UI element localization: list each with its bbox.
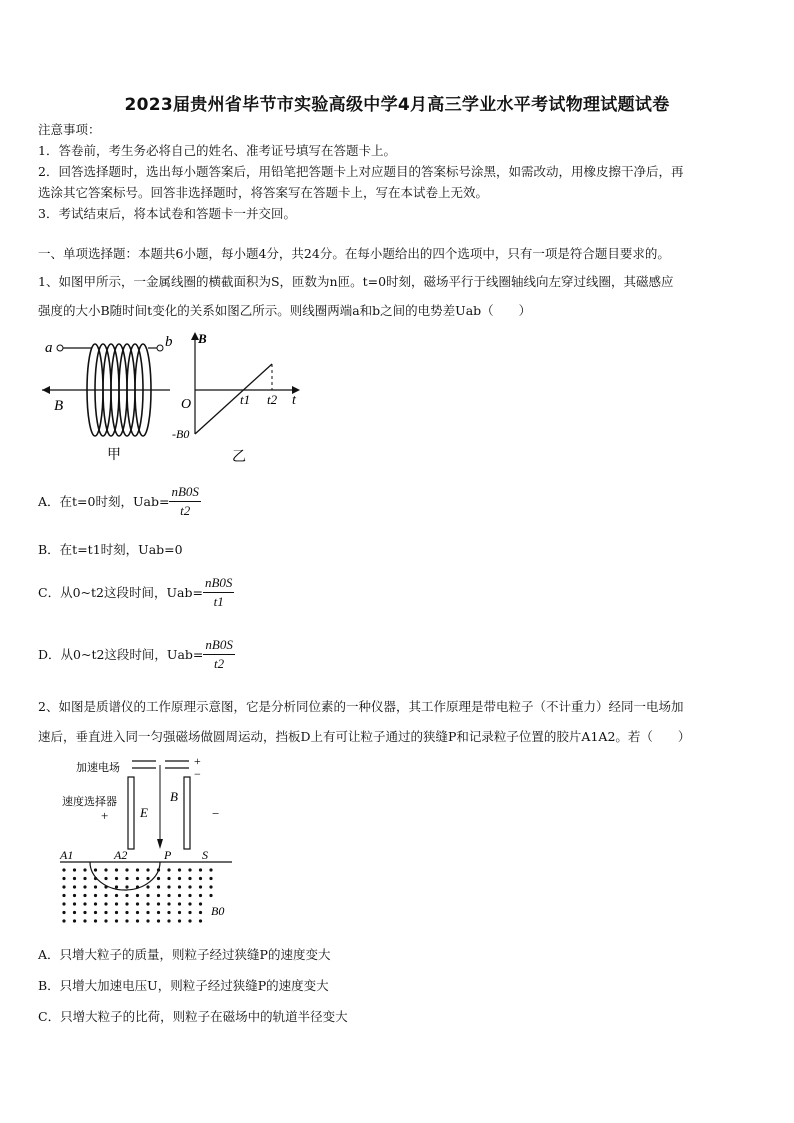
- field-dot: [73, 911, 76, 914]
- magnetic-field-dots: [62, 868, 212, 922]
- field-dot: [188, 919, 191, 922]
- field-dot: [115, 877, 118, 880]
- field-dot: [178, 868, 181, 871]
- field-dot: [136, 919, 139, 922]
- label-plus-selector: +: [101, 808, 109, 823]
- particle-trajectory: [90, 862, 160, 890]
- label-B: B: [170, 789, 178, 804]
- label-plus-top: +: [194, 755, 201, 768]
- q1-option-d-den: t2: [214, 656, 225, 671]
- field-dot: [188, 885, 191, 888]
- field-dot: [167, 885, 170, 888]
- field-dot: [199, 911, 202, 914]
- field-dot: [115, 885, 118, 888]
- q1-option-a-den: t2: [180, 503, 191, 518]
- field-dot: [178, 877, 181, 880]
- q1-stem-line1: 1、如图甲所示，一金属线圈的横截面积为S，匝数为n匝。t=0时刻，磁场平行于线圈轴线向左穿过线圈，其磁感应: [38, 274, 674, 289]
- field-dot: [83, 894, 86, 897]
- field-dot: [146, 902, 149, 905]
- notice-item-1: 1．答卷前，考生务必将自己的姓名、准考证号填写在答题卡上。: [38, 143, 396, 158]
- q2-option-a[interactable]: A．只增大粒子的质量，则粒子经过狭缝P的速度变大: [38, 947, 331, 962]
- field-dot: [94, 911, 97, 914]
- q1-option-d-num: nB0S: [203, 637, 234, 655]
- q2-option-b[interactable]: B．只增大加速电压U，则粒子经过狭缝P的速度变大: [38, 978, 329, 993]
- field-dot: [157, 911, 160, 914]
- field-dot: [73, 885, 76, 888]
- field-dot: [157, 894, 160, 897]
- figure-yi-caption: 乙: [232, 450, 246, 465]
- field-dot: [83, 868, 86, 871]
- graph-origin: O: [181, 397, 192, 412]
- field-dot: [73, 868, 76, 871]
- field-dot: [115, 911, 118, 914]
- field-dot: [157, 885, 160, 888]
- field-dot: [199, 902, 202, 905]
- coil-label-B: B: [54, 398, 64, 414]
- field-dot: [167, 919, 170, 922]
- label-minus-selector: −: [212, 806, 220, 821]
- field-dot: [104, 911, 107, 914]
- field-dot: [188, 868, 191, 871]
- field-dot: [94, 902, 97, 905]
- field-dot: [83, 877, 86, 880]
- mass-spectrometer-figure: [56, 755, 236, 927]
- q1-option-c[interactable]: [38, 575, 234, 610]
- q1-option-c-den: t1: [213, 594, 224, 609]
- field-dot: [199, 919, 202, 922]
- field-dot: [125, 894, 128, 897]
- field-dot: [94, 868, 97, 871]
- coil-label-a: a: [45, 340, 53, 356]
- bt-graph: [170, 328, 310, 468]
- label-E: E: [140, 805, 148, 820]
- field-dot: [94, 919, 97, 922]
- field-dot: [178, 894, 181, 897]
- field-dot: [62, 894, 65, 897]
- field-dot: [83, 902, 86, 905]
- label-S: S: [202, 848, 208, 862]
- field-dot: [146, 885, 149, 888]
- field-dot: [157, 902, 160, 905]
- field-dot: [178, 919, 181, 922]
- field-dot: [115, 894, 118, 897]
- field-dot: [62, 902, 65, 905]
- field-dot: [167, 877, 170, 880]
- q1-option-c-text: C．从0~t2这段时间，Uab=: [38, 584, 203, 600]
- graph-t1: t1: [240, 392, 251, 407]
- q2-stem-line1: 2、如图是质谱仪的工作原理示意图，它是分析同位素的一种仪器，其工作原理是带电粒子（不计重力）经同一电场加: [38, 699, 684, 714]
- field-dot: [62, 911, 65, 914]
- coil-label-b: b: [165, 334, 173, 350]
- field-dot: [209, 877, 212, 880]
- q1-option-c-num: nB0S: [203, 575, 234, 593]
- label-P: P: [164, 848, 172, 862]
- field-dot: [125, 902, 128, 905]
- field-dot: [115, 919, 118, 922]
- field-dot: [125, 911, 128, 914]
- exam-title: 2023届贵州省毕节市实验高级中学4月高三学业水平考试物理试题试卷: [124, 95, 670, 115]
- field-dot: [167, 911, 170, 914]
- field-dot: [115, 868, 118, 871]
- q2-option-c[interactable]: C．只增大粒子的比荷，则粒子在磁场中的轨道半径变大: [38, 1009, 348, 1024]
- field-dot: [199, 894, 202, 897]
- field-dot: [199, 868, 202, 871]
- label-A1: A1: [60, 848, 74, 862]
- field-dot: [115, 902, 118, 905]
- field-dot: [125, 919, 128, 922]
- field-dot: [136, 902, 139, 905]
- field-dot: [83, 885, 86, 888]
- q1-option-b[interactable]: B．在t=t1时刻，Uab=0: [38, 542, 183, 557]
- field-dot: [209, 894, 212, 897]
- field-dot: [146, 868, 149, 871]
- field-dot: [178, 902, 181, 905]
- field-dot: [178, 885, 181, 888]
- field-dot: [178, 911, 181, 914]
- q1-stem-line2: 强度的大小B随时间t变化的关系如图乙所示。则线圈两端a和b之间的电势差Uab（ ）: [38, 303, 532, 318]
- notice-item-2-cont: 选涂其它答案标号。回答非选择题时，将答案写在答题卡上，写在本试卷上无效。: [38, 185, 489, 200]
- field-dot: [199, 885, 202, 888]
- label-A2: A2: [114, 848, 128, 862]
- field-dot: [209, 885, 212, 888]
- label-accel-field: 加速电场: [76, 762, 120, 774]
- field-dot: [62, 877, 65, 880]
- label-B0: B0: [211, 904, 225, 918]
- graph-t2: t2: [267, 392, 278, 407]
- field-dot: [157, 919, 160, 922]
- label-minus-top: −: [194, 767, 201, 781]
- field-dot: [73, 902, 76, 905]
- label-velocity-selector: 速度选择器: [62, 796, 117, 808]
- q1-option-a[interactable]: [38, 484, 201, 519]
- field-dot: [188, 894, 191, 897]
- field-dot: [209, 868, 212, 871]
- field-dot: [125, 868, 128, 871]
- coil-figure: [40, 328, 175, 468]
- figure-jia-caption: 甲: [107, 448, 121, 463]
- field-dot: [136, 868, 139, 871]
- field-dot: [136, 877, 139, 880]
- field-dot: [188, 902, 191, 905]
- section-heading: 一、单项选择题：本题共6小题，每小题4分，共24分。在每小题给出的四个选项中，只有一项是符合题目要求的。: [38, 246, 670, 261]
- field-dot: [62, 919, 65, 922]
- field-dot: [94, 885, 97, 888]
- field-dot: [104, 902, 107, 905]
- field-dot: [146, 919, 149, 922]
- field-dot: [83, 911, 86, 914]
- notice-heading: 注意事项：: [38, 122, 101, 137]
- field-dot: [136, 894, 139, 897]
- field-dot: [104, 919, 107, 922]
- field-dot: [146, 911, 149, 914]
- graph-b-line: [195, 364, 272, 434]
- field-dot: [94, 894, 97, 897]
- field-dot: [188, 911, 191, 914]
- field-dot: [188, 877, 191, 880]
- graph-neg-b0: -B0: [172, 427, 190, 441]
- field-dot: [62, 868, 65, 871]
- q2-stem-line2: 速后，垂直进入同一匀强磁场做圆周运动，挡板D上有可让粒子通过的狭缝P和记录粒子位置的胶片A1A2。若（ ）: [38, 729, 691, 744]
- q1-option-a-num: nB0S: [169, 484, 200, 502]
- field-dot: [62, 885, 65, 888]
- field-dot: [157, 877, 160, 880]
- field-dot: [167, 902, 170, 905]
- q1-option-a-text: A．在t=0时刻，Uab=: [38, 493, 170, 509]
- q1-option-d[interactable]: [38, 637, 235, 672]
- field-dot: [167, 894, 170, 897]
- field-dot: [83, 919, 86, 922]
- graph-t: t: [292, 393, 296, 408]
- field-dot: [167, 868, 170, 871]
- field-dot: [125, 885, 128, 888]
- field-dot: [104, 877, 107, 880]
- field-dot: [73, 894, 76, 897]
- notice-item-2: 2．回答选择题时，选出每小题答案后，用铅笔把答题卡上对应题目的答案标号涂黑，如需改动，用橡皮擦干净后，再: [38, 164, 684, 179]
- q1-option-d-text: D．从0~t2这段时间，Uab=: [38, 646, 204, 662]
- field-dot: [146, 894, 149, 897]
- field-dot: [136, 911, 139, 914]
- graph-label-B: B: [198, 331, 207, 346]
- field-dot: [104, 894, 107, 897]
- field-dot: [199, 877, 202, 880]
- field-dot: [146, 877, 149, 880]
- notice-item-3: 3．考试结束后，将本试卷和答题卡一并交回。: [38, 206, 296, 221]
- field-dot: [73, 877, 76, 880]
- field-dot: [73, 919, 76, 922]
- field-dot: [125, 877, 128, 880]
- field-dot: [104, 868, 107, 871]
